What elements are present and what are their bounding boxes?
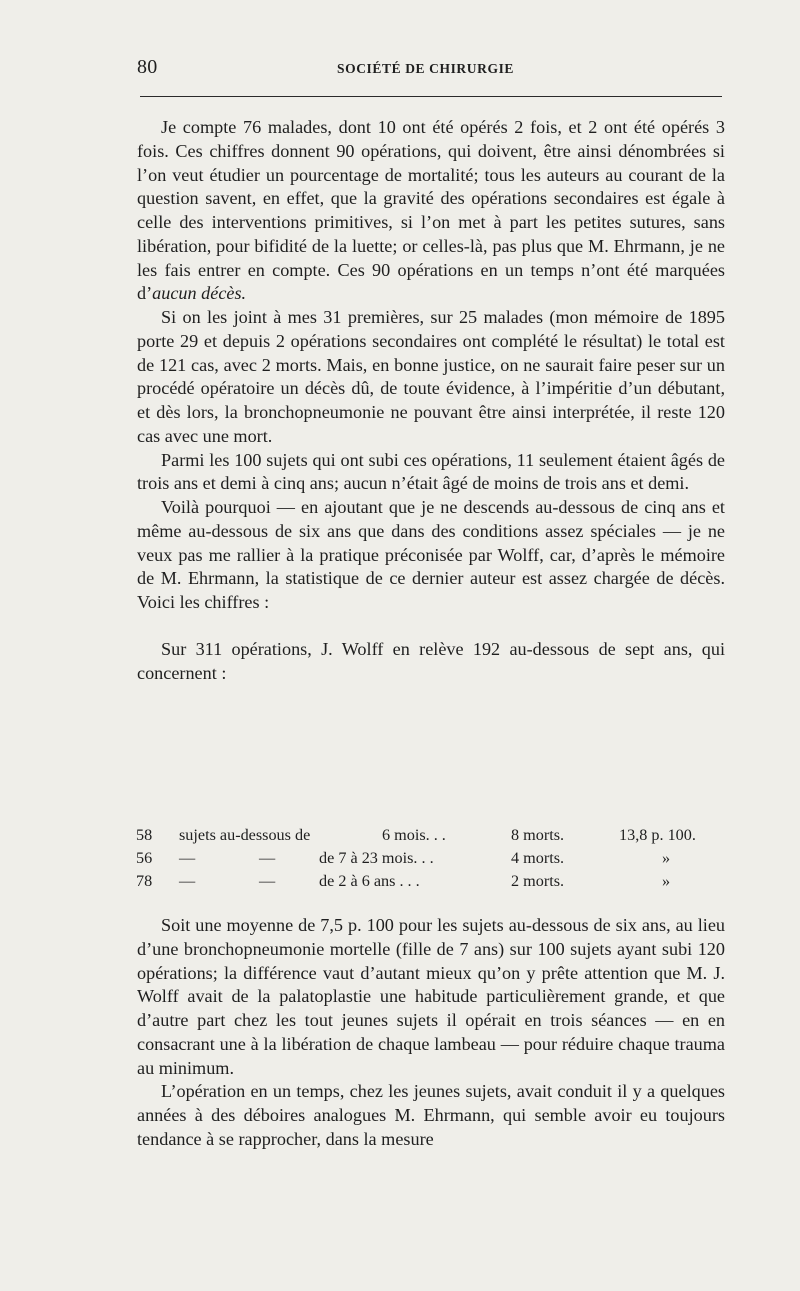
row-count: 56 bbox=[136, 849, 153, 868]
row-deaths: 4 morts. bbox=[511, 849, 565, 868]
italic-phrase: aucun décès. bbox=[152, 283, 247, 304]
row-age: de 2 à 6 ans . . . bbox=[319, 872, 420, 891]
paragraph-7: L’opération en un temps, chez les jeunes sujets, avait conduit il y a quelques années à des déboires analogues M. Ehrmann, qui semble avoir eu toujours tendance à se rapprocher, dans la mesure bbox=[137, 1081, 725, 1149]
statistics-table bbox=[136, 824, 726, 894]
row-count: 78 bbox=[136, 872, 153, 891]
paragraph-6: Soit une moyenne de 7,5 p. 100 pour les sujets au-dessous de six ans, au lieu d’une bronchopneumonie mortelle (fille de 7 ans) sur 100 sujets ayant subi 120 opérations; la différence vaut d’autant mieux qu’on y prête attention que M. J. Wolff avait de la palatoplastie une habitude particulièrement grande, et que d’autre part chez les tout jeunes sujets il opérait en trois séances — en en consacrant une à la libération de chaque lambeau — pour réduire chaque trauma au minimum. bbox=[137, 915, 725, 1078]
row-deaths: 8 morts. bbox=[511, 826, 565, 844]
row-count: 58 bbox=[136, 826, 153, 844]
row-ditto-dash: — bbox=[259, 872, 276, 891]
paragraph-1 bbox=[137, 116, 725, 306]
row-age: 6 mois. . . bbox=[382, 826, 446, 844]
row-percent: » bbox=[662, 849, 671, 868]
body-text bbox=[137, 116, 725, 685]
paragraph-4: Voilà pourquoi — en ajoutant que je ne descends au-dessous de cinq ans et même au-dessous de six ans que dans des conditions assez spéciales — je ne veux pas me rallier à la pratique préconisée par Wolff, car, d’après le mémoire de M. Ehrmann, la statistique de ce dernier auteur est assez chargée de décès. Voici les chiffres : bbox=[137, 497, 725, 612]
row-label: sujets au-dessous de bbox=[179, 826, 311, 844]
row-age: de 7 à 23 mois. . . bbox=[319, 849, 434, 868]
paragraph-2: Si on les joint à mes 31 premières, sur 25 malades (mon mémoire de 1895 porte 29 et depuis 2 opérations secondaires ont complété le résultat) le total est de 121 cas, avec 2 morts. Mais, en bonne justice, on ne saurait faire peser sur un procédé opératoire un décès dû, de toute évidence, à l’impéritie d’un débutant, et dès lors, la bronchopneumonie ne pouvant être ainsi interprétée, il reste 120 cas avec une mort. bbox=[137, 307, 725, 446]
running-title: SOCIÉTÉ DE CHIRURGIE bbox=[337, 61, 515, 76]
page-number: 80 bbox=[137, 56, 158, 78]
header-rule bbox=[140, 96, 722, 97]
table-row bbox=[136, 870, 726, 893]
paragraph-1-text: Je compte 76 malades, dont 10 ont été opérés 2 fois, et 2 ont été opérés 3 fois. Ces chiffres donnent 90 opérations, qui doivent, être ainsi dénombrées si l’on veut étudier un pourcentage de mortalité; tous les auteurs au courant de la question savent, en effet, que la gravité des opérations secondaires est égale à celle des interventions primitives, si l’on met à part les petites sutures, sans libération, pour bifidité de la luette; or celles-là, pas plus que M. Ehrmann, je ne les fais entrer en compte. Ces 90 opérations en un temps n’ont été marquées d’ bbox=[137, 117, 725, 304]
body-text-after-table bbox=[137, 914, 725, 1152]
row-ditto-dash: — bbox=[179, 849, 196, 868]
table-row bbox=[136, 824, 726, 847]
row-ditto-dash: — bbox=[259, 849, 276, 868]
row-percent: » bbox=[662, 872, 671, 891]
paragraph-5: Sur 311 opérations, J. Wolff en relève 192 au-dessous de sept ans, qui concernent : bbox=[137, 638, 725, 683]
row-ditto-dash: — bbox=[179, 872, 196, 891]
paragraph-3: Parmi les 100 sujets qui ont subi ces opérations, 11 seulement étaient âgés de trois ans et demi à cinq ans; aucun n’était âgé de moins de trois ans et demi. bbox=[137, 449, 725, 494]
table-row bbox=[136, 847, 726, 870]
paragraph-gap bbox=[137, 615, 725, 638]
row-percent: 13,8 p. 100. bbox=[619, 826, 696, 844]
row-deaths: 2 morts. bbox=[511, 872, 565, 891]
page-header bbox=[137, 54, 725, 84]
